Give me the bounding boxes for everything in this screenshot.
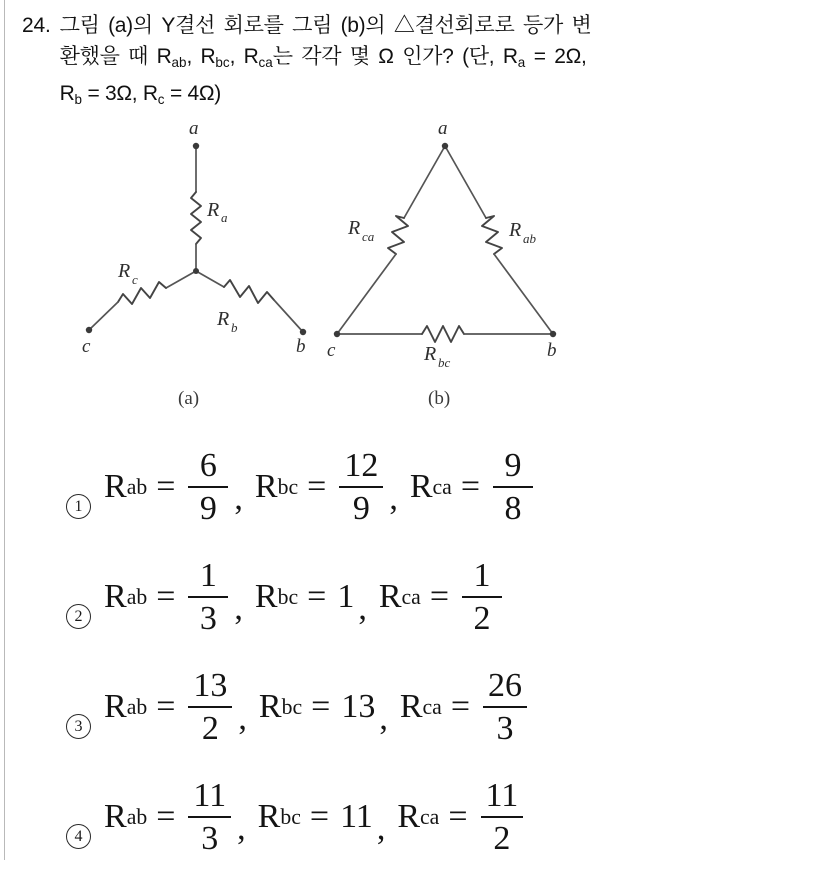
option-3-term-1-fraction [188, 666, 232, 747]
option-2-term-3-symbol: R [378, 578, 402, 615]
resistor-label-rb: R [217, 308, 230, 330]
equals-sign: = [307, 468, 327, 505]
option-marker-3: 3 [66, 714, 91, 739]
denominator: 8 [504, 489, 522, 527]
option-marker-2: 2 [66, 604, 91, 629]
resistor-label-rbc-sub: bc [438, 355, 451, 370]
question-line-3-part-1: R [59, 81, 75, 105]
circuit-figures [0, 112, 826, 422]
resistor-label-ra-sub: a [221, 210, 228, 225]
node-label-b-delta: b [547, 340, 557, 361]
question-line-2-part-5: = 2Ω, [525, 45, 587, 68]
subscript-c: c [157, 91, 165, 107]
question-line-3-part-2: = 3Ω, R [81, 81, 158, 105]
subscript-a: a [517, 54, 526, 70]
option-3-term-2-value: 13 [341, 688, 376, 725]
numerator: 13 [193, 666, 228, 704]
resistor-label-rbc: R [424, 343, 437, 365]
option-1-term-1-symbol: R [104, 468, 127, 505]
denominator: 2 [473, 599, 491, 637]
resistor-label-rca-sub: ca [362, 229, 375, 244]
equals-sign: = [450, 688, 470, 725]
question-text [60, 10, 772, 115]
node-label-c-y: c [82, 336, 91, 357]
equals-sign: = [156, 798, 176, 835]
node-c-delta [334, 331, 340, 337]
numerator: 6 [199, 446, 217, 484]
numerator: 1 [473, 556, 491, 594]
comma: , [379, 700, 388, 737]
question-line-2-part-1: 환했을 때 R [59, 45, 172, 68]
option-3-term-3-symbol: R [399, 688, 423, 725]
denominator: 9 [199, 489, 217, 527]
option-3-term-3-fraction [483, 666, 527, 747]
numerator: 1 [199, 556, 217, 594]
option-4-term-2-sub: bc [280, 804, 301, 829]
option-2-term-2-value: 1 [337, 578, 355, 615]
comma: , [238, 700, 247, 737]
equals-sign: = [309, 798, 330, 835]
node-b-delta [550, 331, 556, 337]
node-b-y [300, 329, 306, 335]
question-line-1: 그림 (a)의 Y결선 회로를 그림 (b)의 △결선회로로 등가 변 [59, 14, 592, 37]
option-4-term-2-symbol: R [257, 798, 281, 835]
resistor-label-ra: R [207, 199, 220, 221]
option-1-term-3-fraction [493, 446, 533, 527]
denominator: 3 [199, 599, 217, 637]
answer-options [0, 432, 826, 872]
resistor-label-rc-sub: c [132, 272, 138, 287]
comma: , [376, 810, 386, 847]
option-expression-1 [104, 432, 537, 542]
option-1-term-1-sub: ab [126, 474, 148, 499]
denominator: 9 [352, 489, 370, 527]
answer-option-1[interactable] [0, 432, 826, 542]
numerator: 11 [193, 776, 227, 814]
equals-sign: = [156, 578, 176, 615]
figure-caption-a: (a) [178, 388, 200, 409]
option-2-term-3-sub: ca [401, 584, 421, 609]
resistor-label-rab: R [509, 219, 522, 241]
subscript-b: b [74, 91, 82, 107]
node-a-y [193, 143, 199, 149]
option-3-term-2-sub: bc [281, 694, 303, 719]
comma: , [234, 590, 243, 627]
figure-caption-b: (b) [428, 388, 451, 409]
node-label-c-delta: c [327, 340, 336, 361]
equals-sign: = [156, 688, 176, 725]
subscript-bc: bc [215, 54, 230, 70]
comma: , [389, 480, 398, 517]
node-c-y [86, 327, 92, 333]
resistor-label-rb-sub: b [231, 320, 238, 335]
subscript-ca: ca [258, 54, 273, 70]
option-1-term-2-sub: bc [277, 474, 299, 499]
node-a-delta [442, 143, 448, 149]
answer-option-4[interactable] [0, 762, 826, 872]
equals-sign: = [311, 688, 331, 725]
answer-option-3[interactable] [0, 652, 826, 762]
comma: , [234, 480, 243, 517]
node-label-a-y: a [189, 118, 199, 139]
question-block [22, 10, 812, 115]
option-4-term-3-sub: ca [420, 804, 440, 829]
question-line-3-part-3: = 4Ω) [164, 81, 221, 105]
resistor-label-rc: R [118, 260, 131, 282]
option-2-term-2-sub: bc [277, 584, 299, 609]
node-label-a-delta: a [438, 118, 448, 139]
question-number: 24. [22, 14, 51, 37]
question-line-2-part-2: , R [186, 45, 216, 68]
option-expression-2 [104, 542, 506, 652]
option-marker-4: 4 [66, 824, 91, 849]
denominator: 2 [201, 709, 219, 747]
equals-sign: = [307, 578, 327, 615]
option-3-term-2-symbol: R [258, 688, 282, 725]
option-1-term-3-sub: ca [432, 474, 452, 499]
option-2-term-3-fraction [462, 556, 502, 637]
comma: , [237, 810, 246, 847]
numerator: 26 [488, 666, 522, 704]
option-1-term-1-fraction [188, 446, 228, 527]
answer-option-2[interactable] [0, 542, 826, 652]
denominator: 2 [493, 819, 511, 857]
option-3-term-1-sub: ab [126, 694, 148, 719]
equals-sign: = [429, 578, 449, 615]
equals-sign: = [156, 468, 176, 505]
option-4-term-2-value: 11 [340, 798, 373, 835]
numerator: 12 [344, 446, 379, 484]
option-4-term-1-sub: ab [126, 804, 148, 829]
delta-connection-diagram [327, 118, 557, 370]
option-2-term-1-symbol: R [104, 578, 127, 615]
equals-sign: = [460, 468, 480, 505]
option-1-term-2-symbol: R [254, 468, 278, 505]
comma: , [358, 590, 367, 627]
denominator: 3 [496, 709, 514, 747]
option-2-term-2-symbol: R [254, 578, 278, 615]
y-connection-diagram [82, 118, 306, 357]
option-2-term-1-sub: ab [126, 584, 148, 609]
option-2-term-1-fraction [188, 556, 228, 637]
subscript-ab: ab [171, 54, 187, 70]
option-expression-3 [104, 652, 531, 762]
equals-sign: = [448, 798, 468, 835]
resistor-label-rca: R [348, 217, 361, 239]
option-1-term-2-fraction [339, 446, 383, 527]
resistor-label-rab-sub: ab [523, 231, 536, 246]
option-1-term-3-symbol: R [409, 468, 433, 505]
option-expression-4 [104, 762, 527, 872]
node-center-y [193, 268, 199, 274]
denominator: 3 [201, 819, 219, 857]
numerator: 11 [485, 776, 519, 814]
option-4-term-1-symbol: R [104, 798, 127, 835]
question-line-2-part-4: 는 각각 몇 Ω 인가? (단, R [272, 45, 518, 68]
node-label-b-y: b [296, 336, 306, 357]
option-marker-1: 1 [66, 494, 91, 519]
option-3-term-3-sub: ca [422, 694, 442, 719]
numerator: 9 [504, 446, 522, 484]
question-line-2-part-3: , R [229, 45, 259, 68]
option-4-term-1-fraction [188, 776, 231, 857]
option-3-term-1-symbol: R [104, 688, 127, 725]
option-4-term-3-symbol: R [397, 798, 420, 835]
option-4-term-3-fraction [481, 776, 524, 857]
